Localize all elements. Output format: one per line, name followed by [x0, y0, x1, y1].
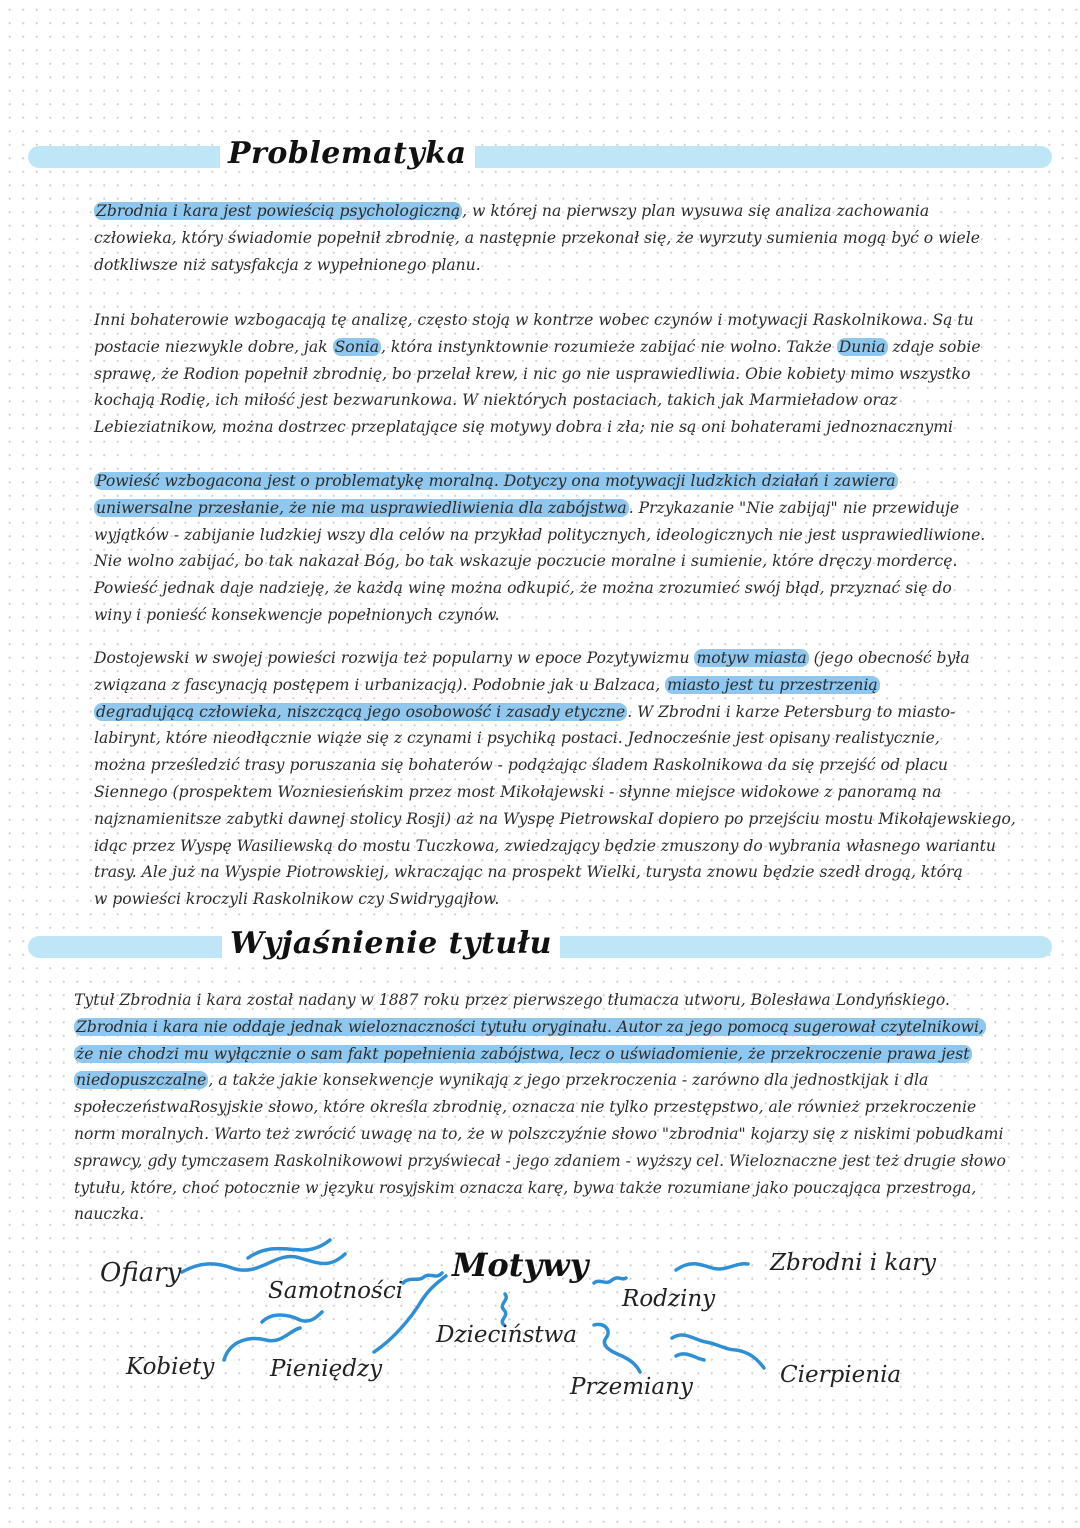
connector-zbrodni	[676, 1264, 748, 1270]
connector-rodziny	[594, 1278, 626, 1283]
highlight-dunia: Dunia	[838, 337, 886, 356]
connector-ofiary	[182, 1254, 345, 1272]
motif-cierpienia: Cierpienia	[780, 1362, 902, 1388]
highlight-text: Zbrodnia i kara jest powieścią psychologiczną	[96, 202, 461, 220]
motif-ofiary: Ofiary	[100, 1258, 182, 1288]
highlight-sonia: Sonia	[334, 337, 379, 356]
motif-kobiety: Kobiety	[126, 1354, 215, 1380]
paragraph-title-explanation: Tytuł Zbrodnia i kara został nadany w 1887 roku przez pierwszego tłumacza utworu, Bolesława Londyńskiego. Zbrodnia i kara nie oddaje jednak wieloznaczności tytułu oryginału. Autor za jego pomocą sugerował czytelnikowi, że nie chodzi mu wyłącznie o sam fakt popełnienia zabójstwa, lecz o uświadomienie, że przekroczenie prawa jest niedopuszczalne , a także jakie konsekwencje wynikają z jego przekroczenia - zarówno dla jednostkijak i dla społeczeństwaRosyjskie słowo, które określa zbrodnię, oznacza nie tylko przestępstwo, ale również przekroczenie norm moralnych. Warto też zwrócić uwagę na to, że w polszczyźnie słowo "zbrodnia" kojarzy się z niskimi pobudkami sprawcy, gdy tymczasem Raskolnikowowi przyświecał - jego zdaniem - wyższy cel. Wieloznaczne jest też drugie słowo tytułu, które, choć potocznie w języku rosyjskim oznacza karę, bywa także rozumiane jako pouczająca przestroga, nauczka.	[74, 991, 1006, 1224]
section-title-problematyka: Problematyka	[220, 136, 475, 171]
connector-pieniedzy	[262, 1312, 322, 1322]
motif-pieniedzy: Pieniędzy	[270, 1356, 383, 1382]
highlight-text: degradującą człowieka, niszczącą jego osobowość i zasady etyczne	[96, 702, 626, 721]
motif-rodziny: Rodziny	[622, 1286, 716, 1312]
paragraph-characters: Inni bohaterowie wzbogacają tę analizę, często stoją w kontrze wobec czynów i motywacji Raskolnikowa. Są tu postacie niezwykle dobre, jak Sonia , która instynktownie rozumieże zabijać nie wolno. Także Dunia zdaje sobie sprawę, że Rodion popełnił zbrodnię, bo przelał krew, i nic go nie usprawiedliwia. Obie kobiety mimo wszystko kochają Rodię, ich miłość jest bezwarunkowa. W niektórych postaciach, takich jak Marmieładow oraz Lebieziatnikow, można dostrzec przeplatające się motywy dobra i zła; nie są oni bohaterami jednoznacznymi	[94, 311, 981, 437]
motif-przemiany: Przemiany	[570, 1374, 693, 1400]
paragraph-city: Dostojewski w swojej powieści rozwija też popularny w epoce Pozytywizmu motyw miasta (jego obecność była związana z fascynacją postępem i urbanizacją). Podobnie jak u Balzaca, miasto jest tu przestrzenią degradującą człowieka, niszczącą jego osobowość i zasady etyczne . W Zbrodni i karze Petersburg to miasto- labirynt, które nieodłącznie wiąże się z czynami i psychiką postaci. Jednocześnie jest opisany realistycznie, można prześledzić trasy poruszania się bohaterów - podążając śladem Raskolnikowa da się przejść od placu Siennego (prospektem Wozniesieńskim przez most Mikołajewski - słynne miejsce widokowe z panoramą na najznamienitsze zabytki dawnej stolicy Rosji) aż na Wyspę PietrowskaI dopiero po przejściu mostu Mikołajewskiego, idąc przez Wyspę Wasiliewską do mostu Tuczkowa, zwiedzający będzie zmuszony do wybrania własnego wariantu trasy. Ale już na Wyspie Piotrowskiej, wkraczając na prospekt Wielki, turysta znowu będzie szedł drogą, którą w powieści kroczyli Raskolnikow czy Swidrygajłow.	[94, 649, 1016, 909]
highlight-text: Zbrodnia i kara nie oddaje jednak wieloznaczności tytułu oryginału. Autor za jego pomocą sugerował czytelnikowi,	[76, 1017, 984, 1036]
motif-zbrodni-i-kary: Zbrodni i kary	[770, 1250, 937, 1276]
highlight-text: Powieść wzbogacona jest o problematykę moralną. Dotyczy ona motywacji ludzkich działań i zawiera	[96, 472, 896, 490]
paragraph-intro: Zbrodnia i kara jest powieścią psychologiczną , w której na pierwszy plan wysuwa się analiza zachowania człowieka, który świadomie popełnił zbrodnię, a następnie przekonał się, że wyrzuty sumienia mogą być o wiele dotkliwsze niż satysfakcja z wypełnionego planu.	[94, 202, 980, 274]
motif-samotnosci: Samotności	[268, 1278, 404, 1304]
connector-dzieciinstwa	[502, 1294, 506, 1325]
paragraph-moral: Powieść wzbogacona jest o problematykę moralną. Dotyczy ona motywacji ludzkich działań i zawiera uniwersalne przesłanie, że nie ma usprawiedliwienia dla zabójstwa . Przykazanie "Nie zabijaj" nie przewiduje wyjątków - zabijanie ludzkiej wszy dla celów na przykład politycznych, ideologicznych nie jest usprawiedliwione. Nie wolno zabijać, bo tak nakazał Bóg, bo tak wskazuje poczucie moralne i sumienie, które dręczy mordercę. Powieść jednak daje nadzieję, że każdą winę można odkupić, że można zrozumieć swój błąd, przyznać się do winy i ponieść konsekwencje popełnionych czynów.	[94, 472, 986, 624]
connector-samotnosci-2	[403, 1273, 442, 1283]
highlight-text: niedopuszczalne	[76, 1071, 207, 1090]
motifs-title: Motywy	[452, 1246, 589, 1284]
connector-cierpienia-2	[676, 1354, 704, 1360]
connector-przemiany	[594, 1324, 640, 1372]
highlight-text: miasto jest tu przestrzenią	[667, 675, 878, 694]
connector-cierpienia	[672, 1335, 764, 1368]
motif-dziecinstwa: Dzieciństwa	[436, 1322, 578, 1348]
highlight-motyw-miasta: motyw miasta	[696, 649, 807, 667]
section-title-wyjasnienie: Wyjaśnienie tytułu	[222, 926, 560, 961]
highlight-text: że nie chodzi mu wyłącznie o sam fakt popełnienia zabójstwa, lecz o uświadomienie, że przekroczenie prawa jest	[76, 1044, 970, 1063]
highlight-text: uniwersalne przesłanie, że nie ma usprawiedliwienia dla zabójstwa	[96, 498, 627, 517]
